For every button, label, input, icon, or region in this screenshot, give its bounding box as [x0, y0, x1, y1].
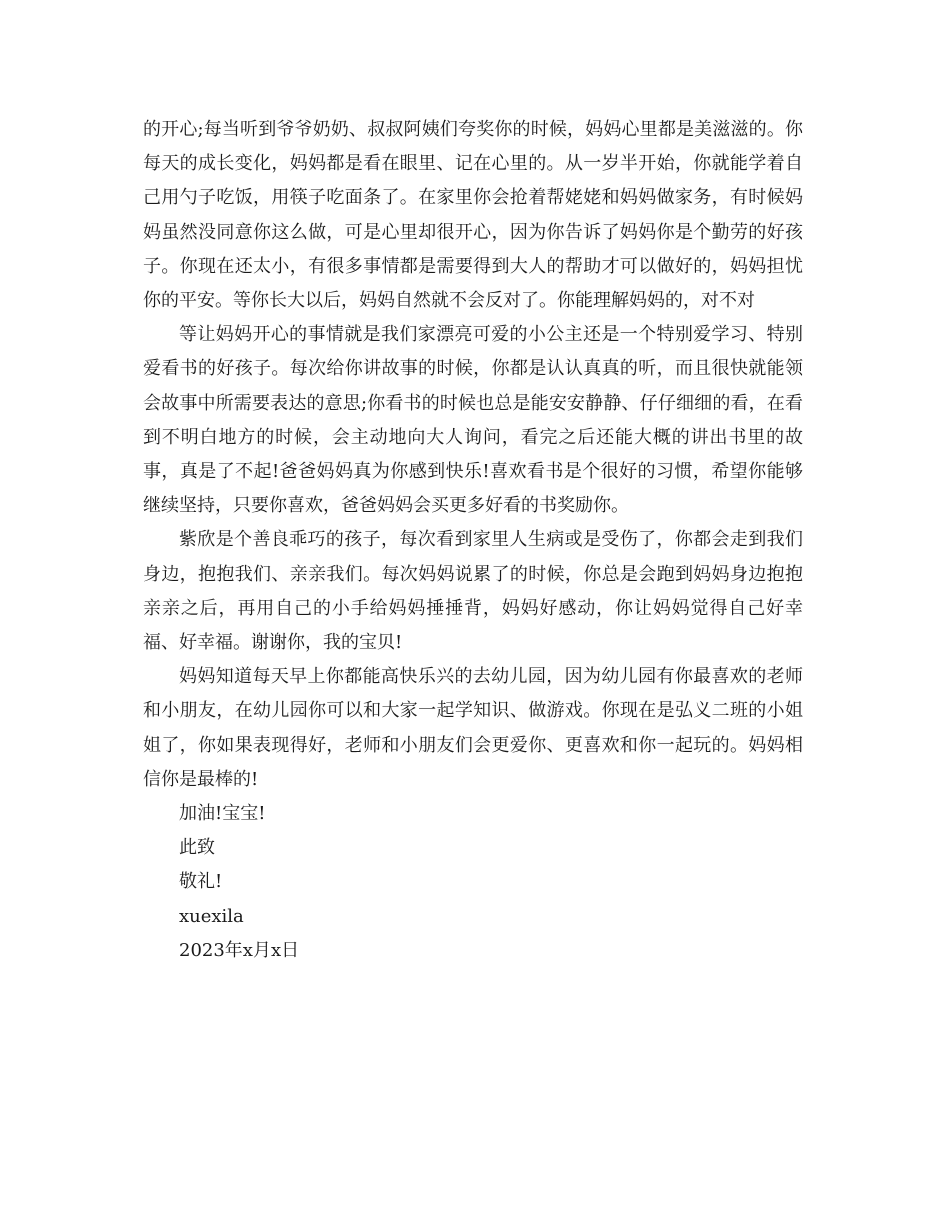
closing-regards: 敬礼! — [179, 871, 223, 893]
paragraph-kindergarten: 妈妈知道每天早上你都能高快乐兴的去幼儿园，因为幼儿园有你最喜欢的老师和小朋友，在幼儿园你可以和大家一起学知识、做游戏。你现在是弘义二班的小姐姐了，你如果表现得好，老师和小朋友们会更爱你、更喜欢和你一起玩的。妈妈相信你是最棒的! — [143, 666, 803, 790]
letter-date: 2023年x月x日 — [179, 939, 300, 961]
closing-salutation: 此致 — [179, 837, 215, 859]
paragraph-kindness: 紫欣是个善良乖巧的孩子，每次看到家里人生病或是受伤了，你都会走到我们身边，抱抱我们、亲亲我们。每次妈妈说累了的时候，你总是会跑到妈妈身边抱抱亲亲之后，再用自己的小手给妈妈捶捶背，妈妈好感动，你让妈妈觉得自己好幸福、好幸福。谢谢你，我的宝贝! — [143, 529, 803, 654]
paragraph-continuation: 的开心;每当听到爷爷奶奶、叔叔阿姨们夸奖你的时候，妈妈心里都是美滋滋的。你每天的成长变化，妈妈都是看在眼里、记在心里的。从一岁半开始，你就能学着自己用勺子吃饭，用筷子吃面条了。在家里你会抢着帮姥姥和妈妈做家务，有时候妈妈虽然没同意你这么做，可是心里却很开心，因为你告诉了妈妈你是个勤劳的好孩子。你现在还太小，有很多事情都是需要得到大人的帮助才可以做好的，妈妈担忧你的平安。等你长大以后，妈妈自然就不会反对了。你能理解妈妈的，对不对 — [143, 119, 803, 312]
paragraph-reading: 等让妈妈开心的事情就是我们家漂亮可爱的小公主还是一个特别爱学习、特别爱看书的好孩子。每次给你讲故事的时候，你都是认认真真的听，而且很快就能领会故事中所需要表达的意思;你看书的时候也总是能安安静静、仔仔细细的看，在看到不明白地方的时候，会主动地向大人询问，看完之后还能大概的讲出书里的故事，真是了不起!爸爸妈妈真为你感到快乐!喜欢看书是个很好的习惯，希望你能够继续坚持，只要你喜欢，爸爸妈妈会买更多好看的书奖励你。 — [143, 324, 803, 517]
signature: xuexila — [179, 905, 244, 927]
letter-body — [143, 113, 803, 968]
closing-cheer: 加油!宝宝! — [179, 803, 266, 825]
